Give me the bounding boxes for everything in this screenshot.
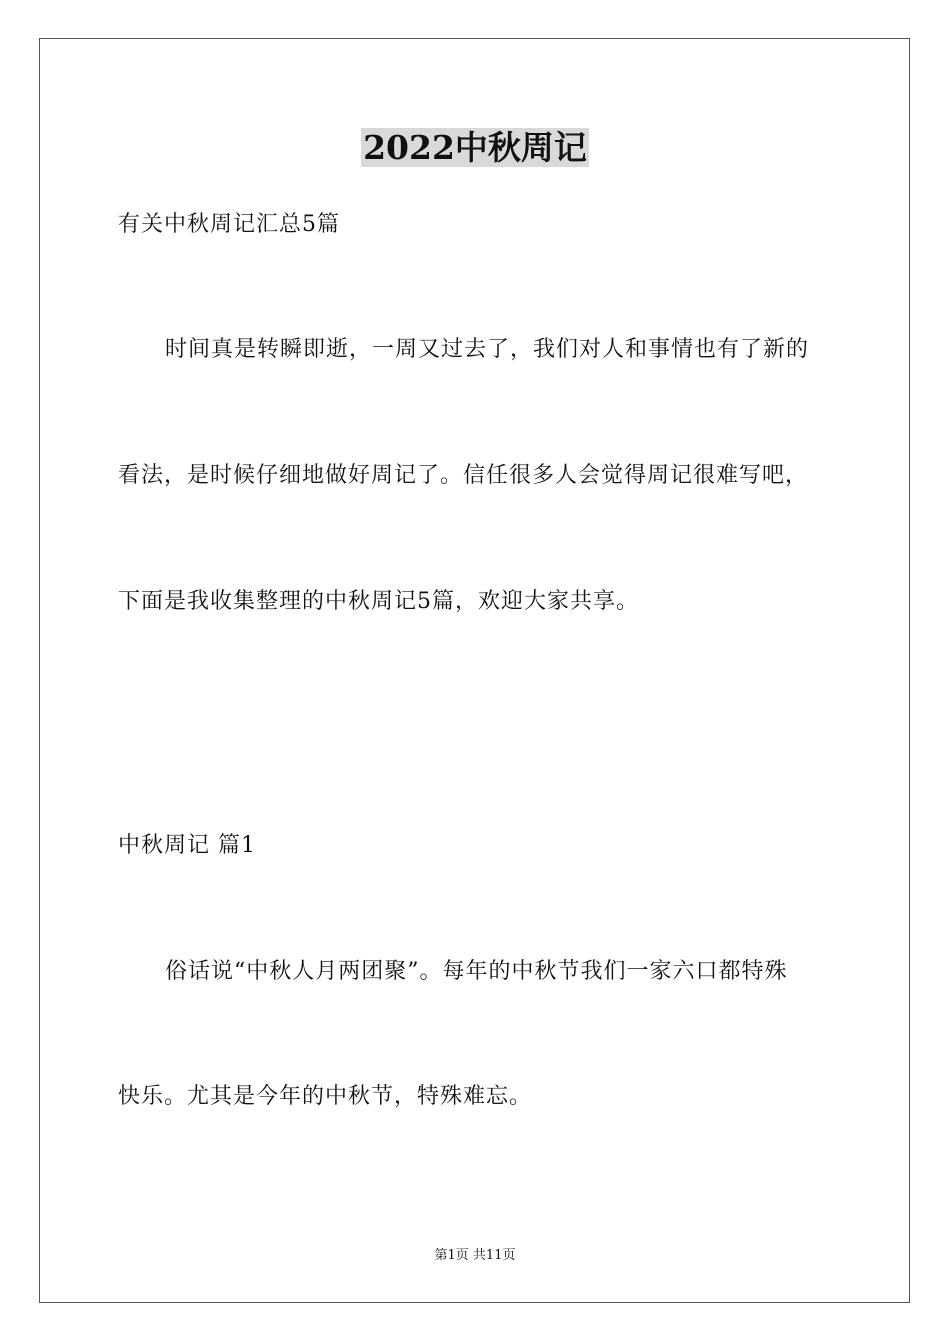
page-footer: 第1页 共11页 [434,1248,516,1263]
intro-line-1: 时间真是转瞬即逝，一周又过去了，我们对人和事情也有了新的 [165,337,810,362]
document-subtitle: 有关中秋周记汇总5篇 [118,212,340,237]
document-title-text: 2022中秋周记 [363,128,587,167]
document-title [0,128,950,168]
intro-line-2: 看法，是时候仔细地做好周记了。信任很多人会觉得周记很难写吧， [118,463,809,488]
section-line-1: 俗话说“中秋人月两团聚”。每年的中秋节我们一家六口都特殊 [165,959,788,984]
intro-line-3: 下面是我收集整理的中秋周记5篇，欢迎大家共享。 [118,589,639,614]
section-heading: 中秋周记 篇1 [118,833,256,858]
section-line-2: 快乐。尤其是今年的中秋节，特殊难忘。 [118,1084,533,1109]
